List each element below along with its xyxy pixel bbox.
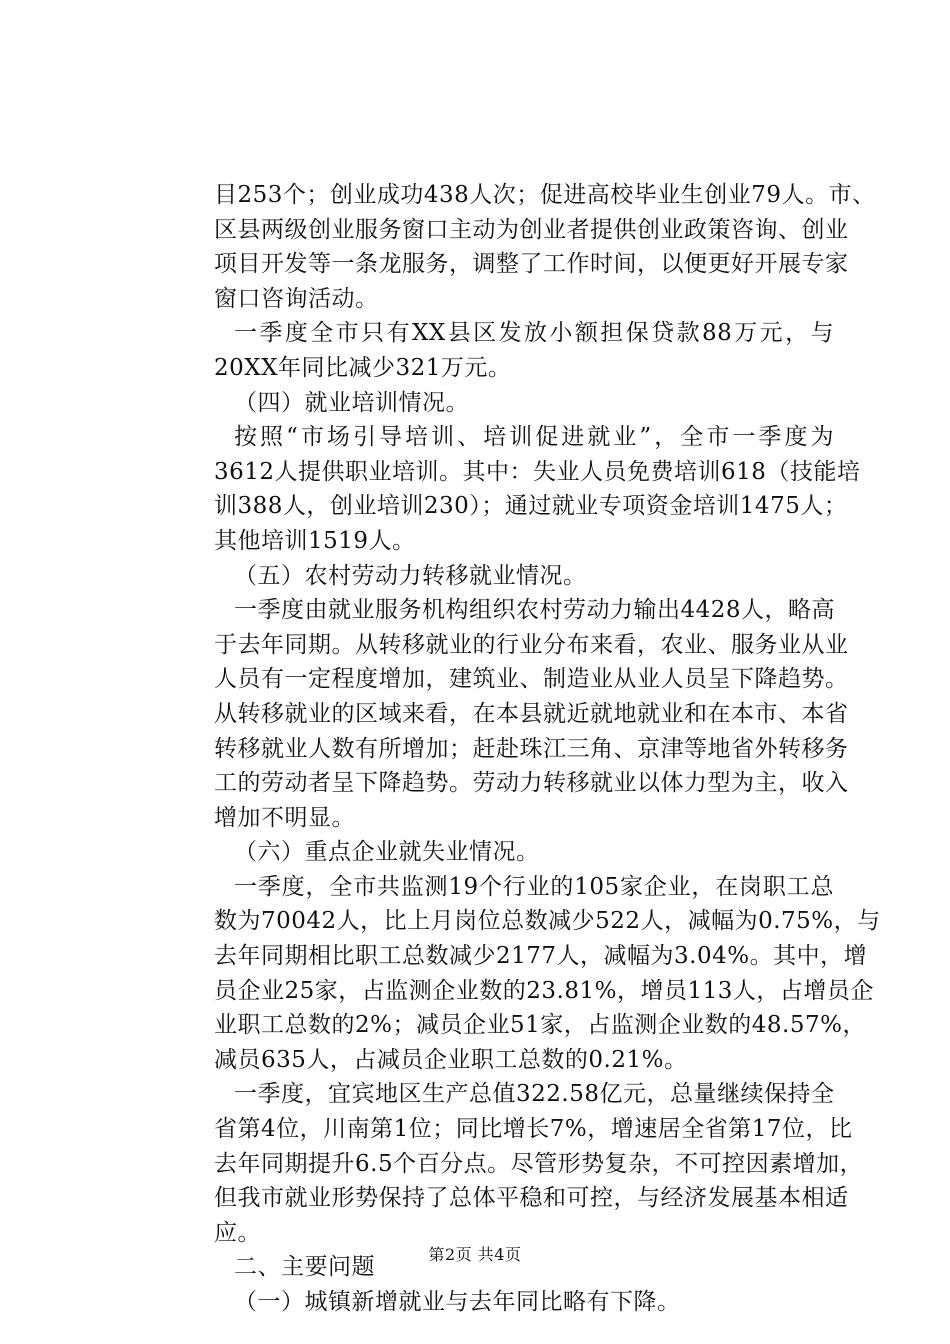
text-line: 但我市就业形势保持了总体平稳和可控，与经济发展基本相适 xyxy=(214,1185,849,1212)
text-line: 按照“市场引导培训、培训促进就业”，全市一季度为 xyxy=(234,424,834,451)
text-line: （五）农村劳动力转移就业情况。 xyxy=(234,562,587,589)
text-line: 目253个；创业成功438人次；促进高校毕业生创业79人。市、 xyxy=(214,182,876,208)
page-footer: 第2页 共4页 xyxy=(428,1245,522,1264)
text-line: 数为70042人，比上月岗位总数减少522人，减幅为0.75%，与 xyxy=(214,908,881,935)
text-line: 省第4位，川南第1位；同比增长7%，增速居全省第17位，比 xyxy=(214,1116,853,1143)
document-body xyxy=(214,178,881,1320)
text-line: 窗口咨询活动。 xyxy=(214,285,379,312)
text-line: （六）重点企业就失业情况。 xyxy=(234,839,540,866)
text-line: 增加不明显。 xyxy=(214,804,355,831)
text-line: 区县两级创业服务窗口主动为创业者提供创业政策咨询、创业 xyxy=(214,216,849,243)
text-line: 转移就业人数有所增加；赶赴珠江三角、京津等地省外转移务 xyxy=(214,735,849,762)
text-line: 应。 xyxy=(214,1219,261,1246)
text-line: 去年同期相比职工总数减少2177人，减幅为3.04%。其中，增 xyxy=(214,943,868,970)
text-line: 一季度全市只有XX县区发放小额担保贷款88万元，与 xyxy=(234,320,834,347)
text-line: 项目开发等一条龙服务，调整了工作时间，以便更好开展专家 xyxy=(214,251,849,278)
text-line: 去年同期提升6.5个百分点。尽管形势复杂，不可控因素增加， xyxy=(214,1150,864,1177)
text-line: 减员635人，占减员企业职工总数的0.21%。 xyxy=(214,1046,688,1073)
text-line: （一）城镇新增就业与去年同比略有下降。 xyxy=(234,1289,681,1315)
text-line: 人员有一定程度增加，建筑业、制造业从业人员呈下降趋势。 xyxy=(214,666,849,693)
text-line: 3612人提供职业培训。其中：失业人员免费培训618（技能培 xyxy=(214,458,861,485)
text-line: 从转移就业的区域来看，在本县就近就地就业和在本市、本省 xyxy=(214,700,849,727)
text-line: 二、主要问题 xyxy=(234,1254,375,1281)
text-line: 训388人，创业培训230）；通过就业专项资金培训1475人； xyxy=(214,493,848,520)
text-line: 一季度由就业服务机构组织农村劳动力输出4428人，略高 xyxy=(234,597,836,624)
text-line: 一季度，宜宾地区生产总值322.58亿元，总量继续保持全 xyxy=(234,1081,835,1108)
text-line: 一季度，全市共监测19个行业的105家企业，在岗职工总 xyxy=(234,873,834,900)
text-line: 其他培训1519人。 xyxy=(214,527,416,554)
text-line: 业职工总数的2%；减员企业51家，占监测企业数的48.57%， xyxy=(214,1012,866,1039)
text-line: 20XX年同比减少321万元。 xyxy=(214,354,512,381)
text-line: 工的劳动者呈下降趋势。劳动力转移就业以体力型为主，收入 xyxy=(214,770,849,797)
text-line: 员企业25家，占监测企业数的23.81%，增员113人，占增员企 xyxy=(214,977,874,1004)
text-line: 于去年同期。从转移就业的行业分布来看，农业、服务业从业 xyxy=(214,631,849,658)
text-line: （四）就业培训情况。 xyxy=(234,389,469,416)
